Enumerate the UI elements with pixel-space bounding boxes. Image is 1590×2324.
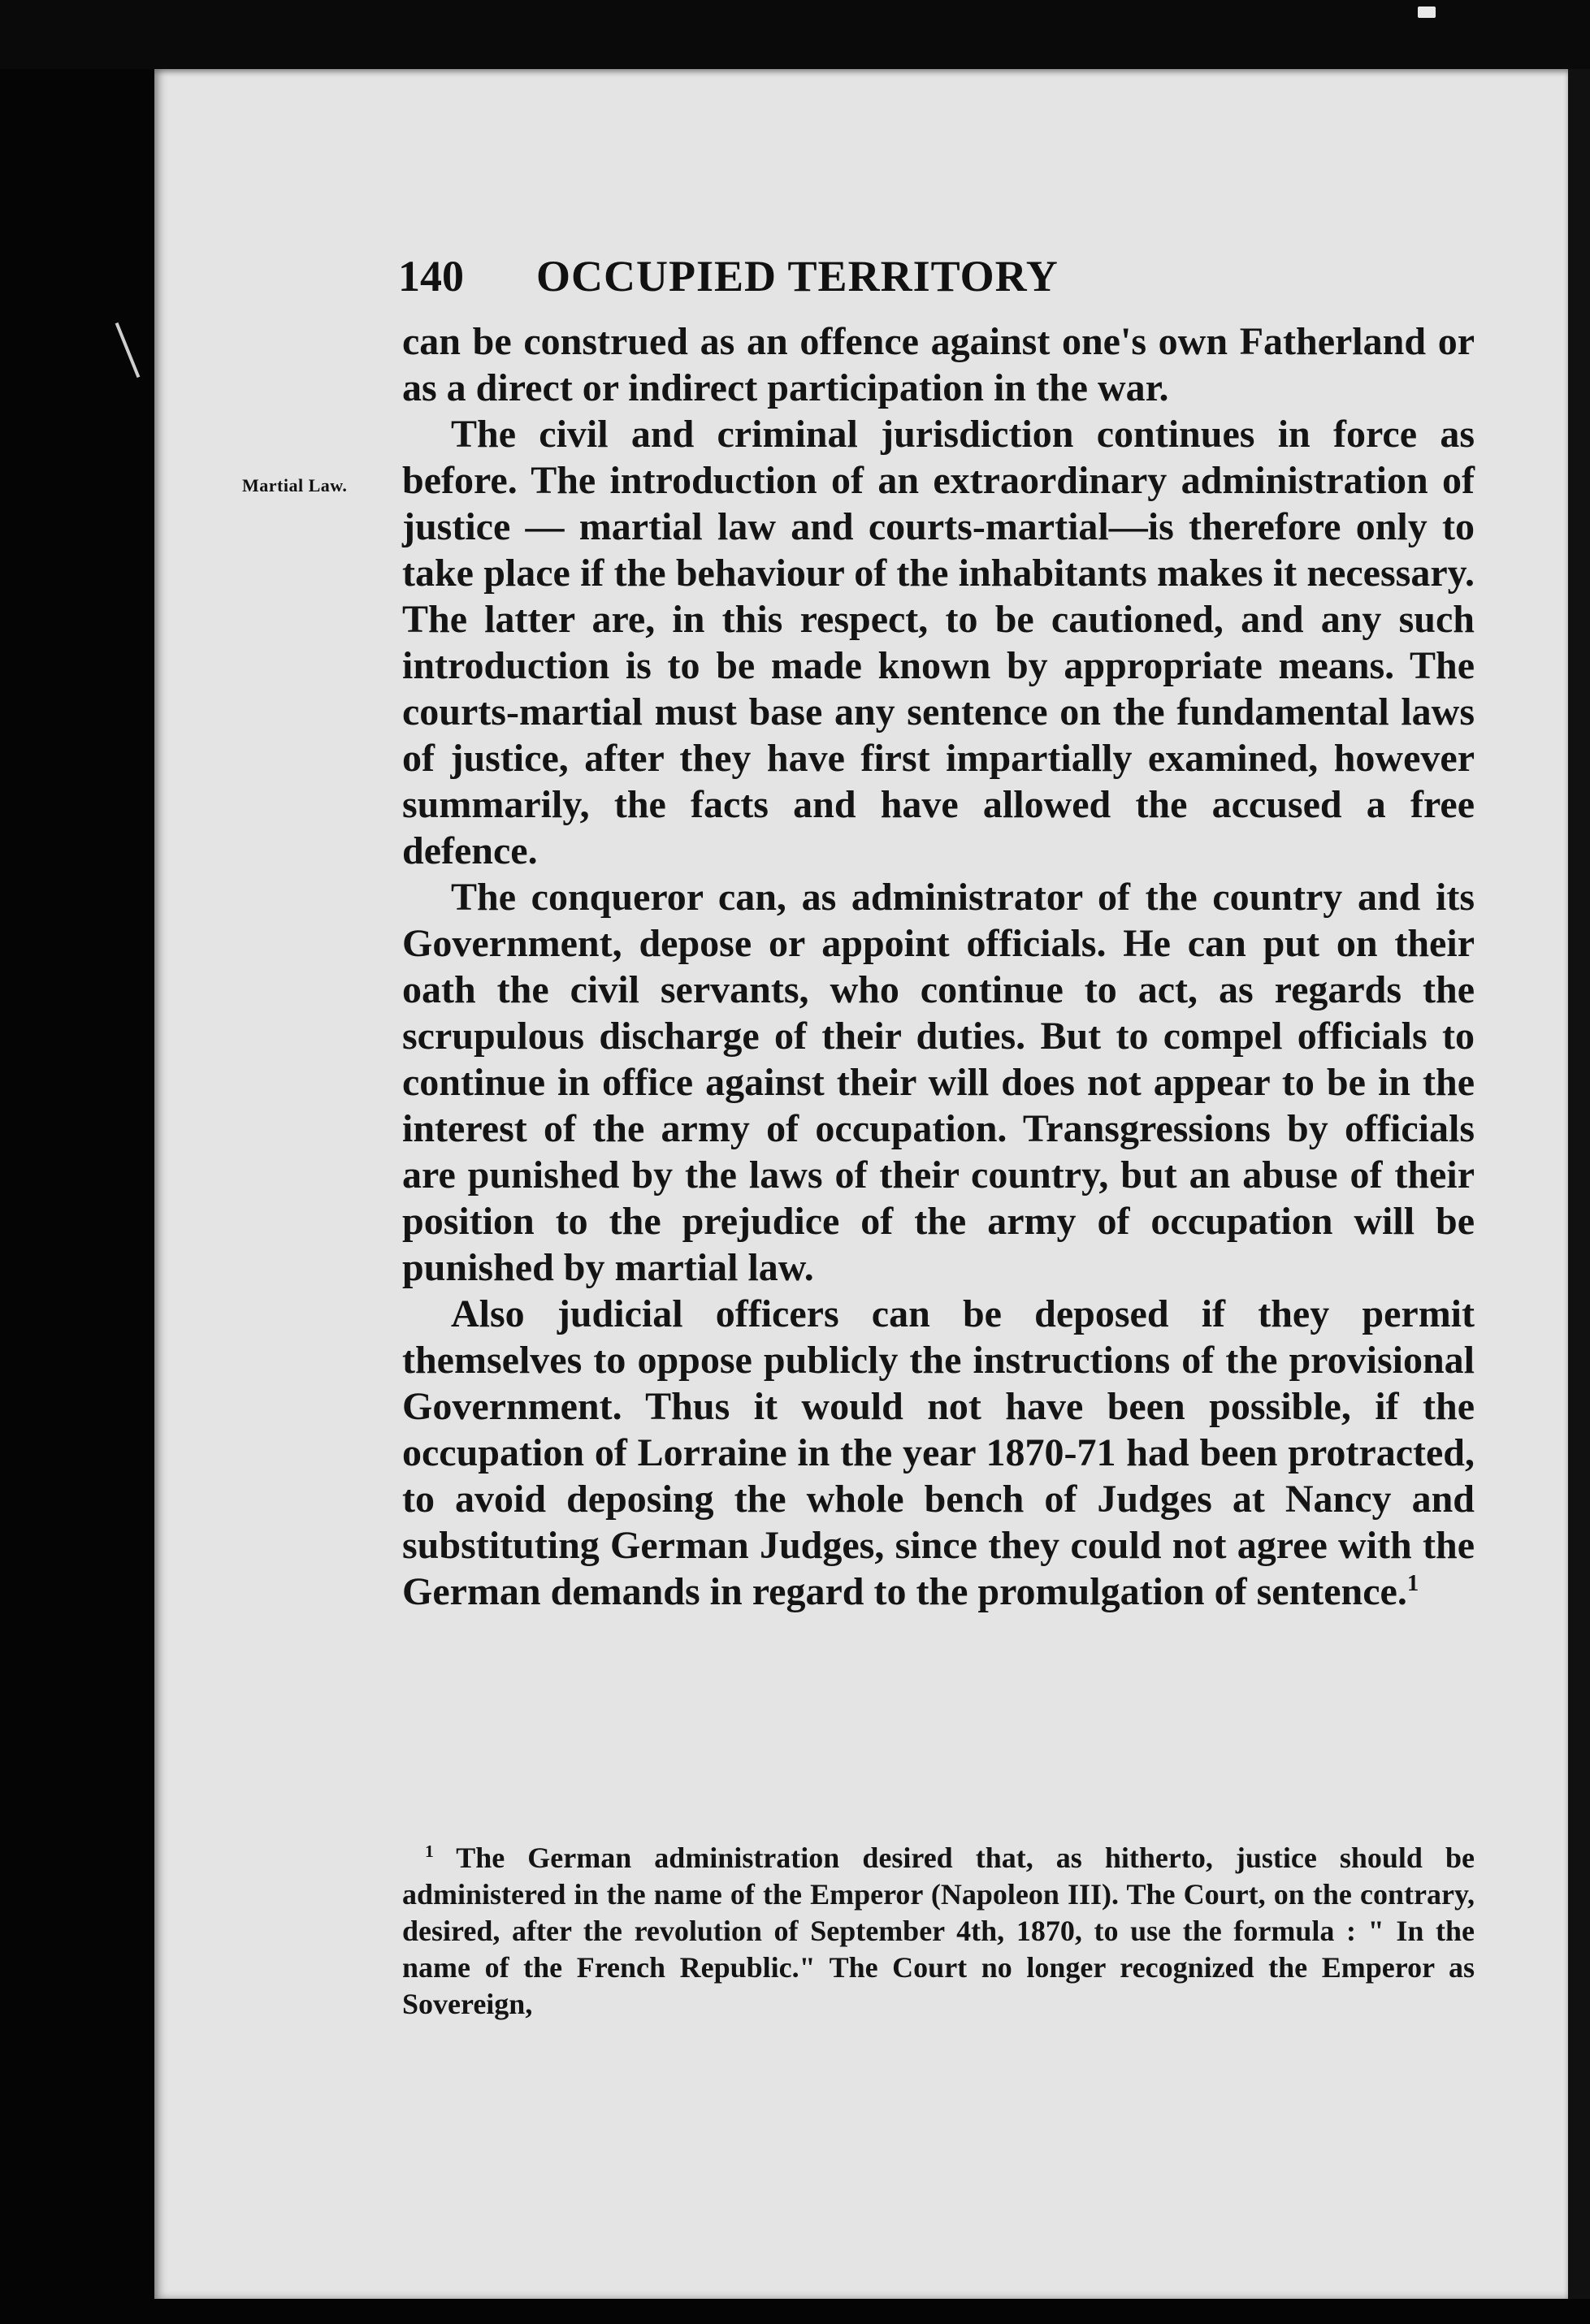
footnote xyxy=(402,1840,1475,2023)
footnote-marker: 1 xyxy=(425,1841,434,1861)
body-text xyxy=(402,318,1475,1615)
page-edge-shadow xyxy=(1568,69,1590,2299)
page-number: 140 xyxy=(398,252,464,301)
scanner-artifact xyxy=(1418,6,1436,18)
running-title: OCCUPIED TERRITORY xyxy=(536,252,1059,301)
paragraph-jurisdiction: The civil and criminal jurisdiction continues in force as before. The introduction of an extraordinary administration of justice — martial law and courts-martial—is therefore only to take place if the behaviour of the inhabitants makes it necessary. The latter are, in this respect, to be cautioned, and any such introduction is to be made known by appropriate means. The courts-martial must base any sentence on the fundamental laws of justice, after they have first impartially examined, however summarily, the facts and have allowed the accused a free defence. xyxy=(402,413,1475,872)
paragraph-officials: The conqueror can, as administrator of the country and its Government, depose or appoint officials. He can put on their oath the civil servants, who continue to act, as regards the scrupulous discharge of their duties. But to compel officials to continue in office against their will does not appear to be in the interest of the army of occupation. Transgressions by officials are punished by the laws of their country, but an abuse of their position to the prejudice of the army of occupation will be punished by martial law. xyxy=(402,876,1475,1289)
paragraph-continuation: can be construed as an offence against one's own Fatherland or as a direct or indirect participation in the war. xyxy=(402,320,1475,409)
footnote-reference: 1 xyxy=(1406,1570,1419,1596)
paragraph-judicial-officers-text: Also judicial officers can be deposed if they permit themselves to oppose publicly the instructions of the provisional Government. Thus it would not have been possible, if the occupation of Lorraine in the year 1870-71 had been protracted, to avoid deposing the whole bench of Judges at Nancy and substituting German Judges, since they could not agree with the German demands in regard to the promulgation of sentence. xyxy=(402,1292,1475,1613)
paragraph-judicial-officers xyxy=(402,1291,1475,1615)
running-head xyxy=(398,240,1211,313)
scanner-top-band xyxy=(0,0,1590,69)
scanner-artifact-left xyxy=(115,322,141,378)
margin-note-martial-law: Martial Law. xyxy=(242,475,348,496)
footnote-text: The German administration desired that, as hitherto, justice should be administered in the name of the Emperor (Napoleon III). The Court, on the contrary, desired, after the revolution of September 4th, 1870, to use the formula : " In the name of the French Republic." The Court no longer recognized the Emperor as Sovereign, xyxy=(402,1841,1475,2020)
